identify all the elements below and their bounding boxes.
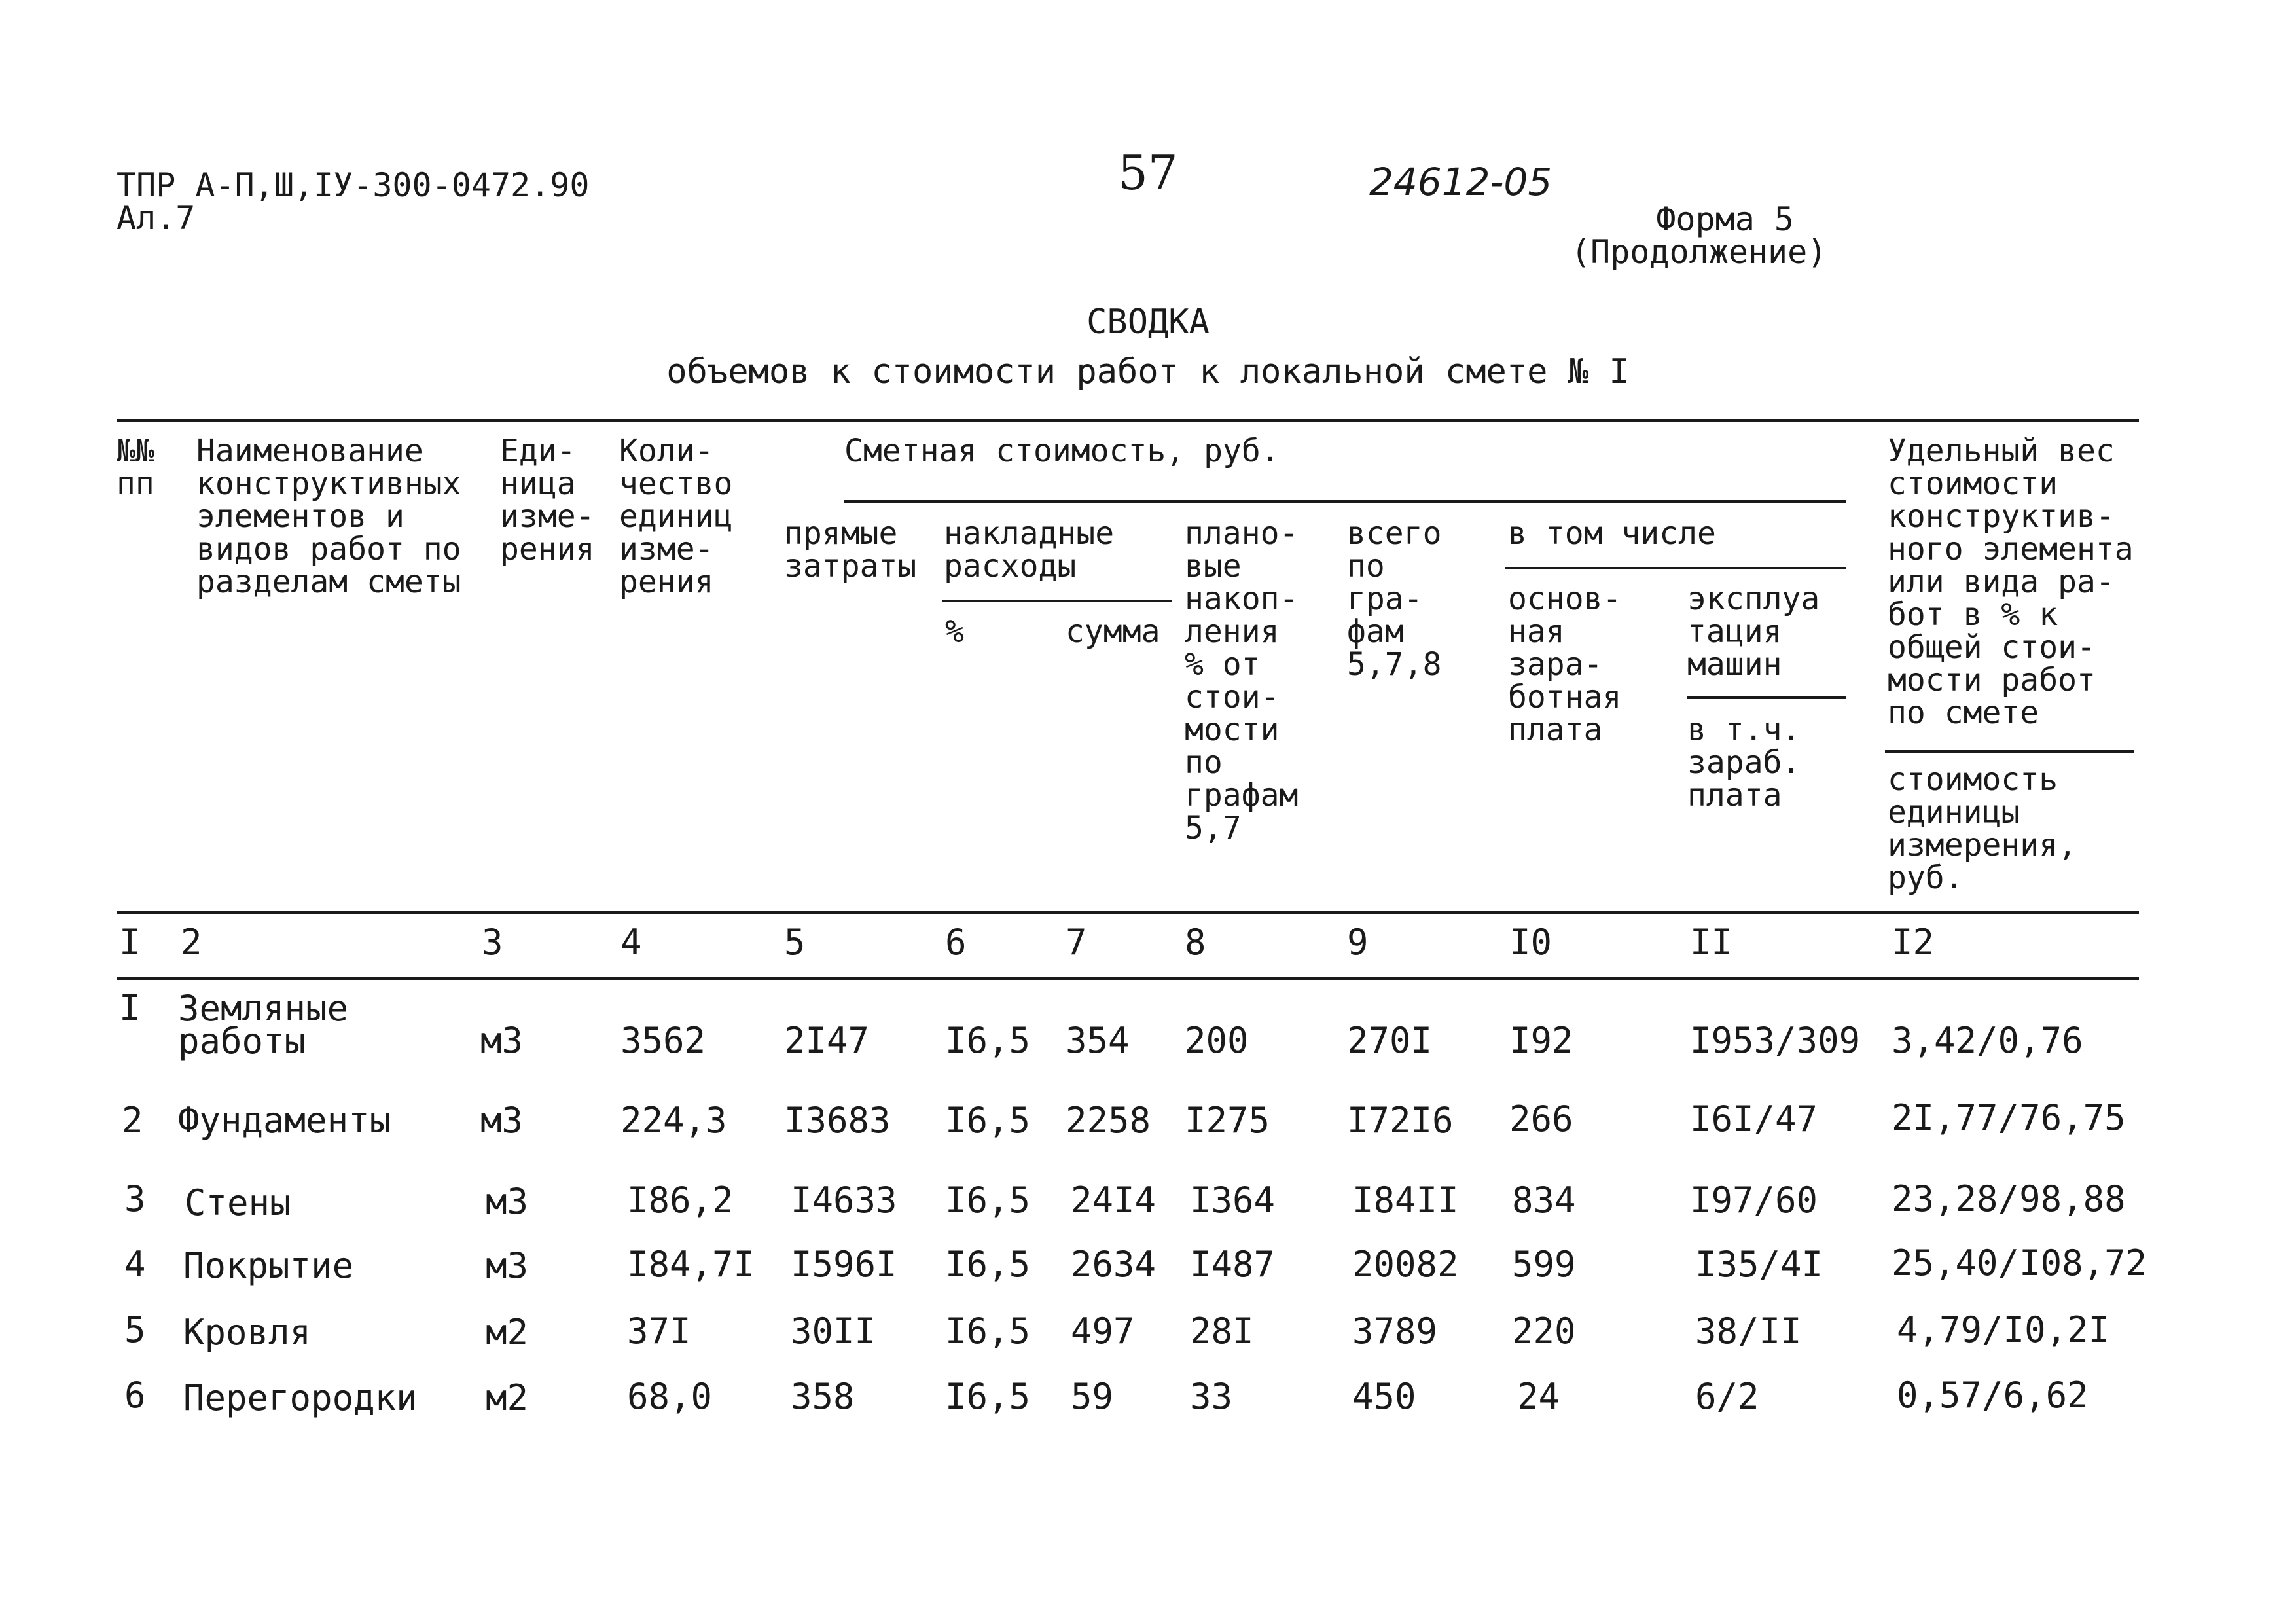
- row-quantity: 68,0: [627, 1376, 713, 1417]
- document-subtitle: объемов к стоимости работ к локальной смете № I: [666, 352, 1630, 391]
- column-number: 8: [1185, 922, 1206, 963]
- row-machine-operation: I35/4I: [1695, 1244, 1823, 1285]
- row-planned-savings: I275: [1185, 1100, 1270, 1141]
- inventory-number: 24612-05: [1369, 160, 1552, 204]
- row-direct-costs: I596I: [791, 1244, 897, 1285]
- row-base-wages: 599: [1512, 1244, 1576, 1285]
- column-number: 2: [181, 922, 202, 963]
- row-base-wages: 220: [1512, 1310, 1576, 1352]
- row-overhead-percent: I6,5: [945, 1244, 1031, 1285]
- form-note: (Продолжение): [1571, 233, 1827, 271]
- form-label-block: [1571, 200, 1827, 271]
- machines-rule: [1687, 696, 1846, 699]
- row-number: 5: [124, 1309, 146, 1350]
- row-machine-operation: 38/II: [1695, 1310, 1802, 1352]
- row-machine-operation: I97/60: [1690, 1180, 1818, 1221]
- row-total: 3789: [1352, 1310, 1438, 1352]
- row-overhead-percent: I6,5: [945, 1020, 1031, 1061]
- row-quantity: 3562: [620, 1020, 706, 1061]
- overhead-rule: [942, 600, 1172, 602]
- row-unit: м2: [486, 1377, 529, 1418]
- row-base-wages: 266: [1509, 1098, 1573, 1140]
- row-unit: м3: [480, 1020, 524, 1061]
- column-number: 5: [784, 922, 806, 963]
- header-planned-savings: плано- вые накоп- ления % от стои- мости по графам 5,7: [1185, 515, 1299, 846]
- header-machine-wages: в т.ч. зараб. плата: [1687, 712, 1801, 814]
- row-direct-costs: I4633: [791, 1180, 897, 1221]
- row-quantity: 37I: [627, 1310, 691, 1352]
- row-number: 6: [124, 1375, 146, 1416]
- column-number: I0: [1509, 922, 1552, 963]
- row-quantity: I84,7I: [627, 1244, 755, 1285]
- header-overhead: накладные расходы: [944, 515, 1115, 585]
- row-machine-operation: 6/2: [1695, 1376, 1759, 1417]
- share-rule: [1885, 750, 2134, 753]
- header-including: в том числе: [1508, 515, 1716, 552]
- row-planned-savings: 200: [1185, 1020, 1249, 1061]
- header-base-wages: основ- ная зара- ботная плата: [1508, 581, 1622, 748]
- row-direct-costs: 30II: [791, 1310, 876, 1352]
- header-no: №№ пп: [117, 433, 154, 502]
- row-planned-savings: I364: [1190, 1180, 1276, 1221]
- header-cost-group: Сметная стоимость, руб.: [844, 433, 1280, 469]
- row-overhead-sum: 354: [1066, 1020, 1130, 1061]
- row-name: Перегородки: [183, 1377, 418, 1418]
- header-overhead-sum: сумма: [1066, 613, 1160, 650]
- row-name: Кровля: [183, 1312, 312, 1353]
- row-overhead-percent: I6,5: [945, 1376, 1031, 1417]
- row-specific-weight: 3,42/0,76: [1892, 1020, 2083, 1061]
- header-bottom-rule: [117, 911, 2139, 914]
- row-overhead-sum: 59: [1071, 1376, 1114, 1417]
- row-number: 4: [124, 1244, 146, 1285]
- column-number: 6: [945, 922, 967, 963]
- column-number: I: [119, 922, 141, 963]
- cost-group-rule: [844, 500, 1846, 503]
- row-name: Стены: [185, 1182, 291, 1223]
- row-specific-weight: 0,57/6,62: [1897, 1375, 2089, 1416]
- header-machine-operation: эксплуа тация машин: [1687, 581, 1820, 683]
- row-quantity: I86,2: [627, 1180, 734, 1221]
- table-top-rule: [117, 419, 2139, 422]
- column-numbers-rule: [117, 977, 2139, 980]
- row-number: I: [119, 987, 141, 1028]
- header-specific-weight: Удельный вес стоимости конструктив- ного элемента или вида ра- бот в % к общей стои- мости работ по смете: [1888, 433, 2134, 731]
- page-number: 57: [1118, 145, 1178, 200]
- form-label: Форма 5: [1656, 200, 1795, 238]
- row-planned-savings: I487: [1190, 1244, 1276, 1285]
- row-unit: м3: [486, 1181, 529, 1222]
- row-direct-costs: 2I47: [784, 1020, 870, 1061]
- row-quantity: 224,3: [620, 1100, 727, 1141]
- row-unit: м3: [486, 1245, 529, 1286]
- row-name: Фундаменты: [178, 1100, 391, 1141]
- album-number: Ал.7: [117, 199, 196, 237]
- row-direct-costs: 358: [791, 1376, 855, 1417]
- row-planned-savings: 28I: [1190, 1310, 1254, 1352]
- row-specific-weight: 23,28/98,88: [1892, 1178, 2126, 1219]
- header-direct-costs: прямые затраты: [784, 515, 917, 585]
- row-base-wages: 24: [1517, 1376, 1560, 1417]
- header-total: всего по гра- фам 5,7,8: [1347, 515, 1442, 683]
- row-base-wages: 834: [1512, 1180, 1576, 1221]
- header-unit-cost: стоимость единицы измерения, руб.: [1888, 761, 2077, 896]
- row-overhead-percent: I6,5: [945, 1180, 1031, 1221]
- row-overhead-percent: I6,5: [945, 1100, 1031, 1141]
- row-total: 270I: [1347, 1020, 1433, 1061]
- row-total: 450: [1352, 1376, 1416, 1417]
- incl-rule: [1505, 567, 1846, 569]
- document-title: СВОДКА: [1086, 302, 1210, 342]
- column-number: 4: [620, 922, 642, 963]
- header-quantity: Коли- чество единиц изме- рения: [619, 433, 733, 600]
- row-specific-weight: 4,79/I0,2I: [1897, 1309, 2110, 1350]
- row-total: 20082: [1352, 1244, 1459, 1285]
- row-number: 2: [122, 1100, 143, 1141]
- row-total: I84II: [1352, 1180, 1459, 1221]
- row-number: 3: [124, 1178, 146, 1219]
- header-overhead-percent: %: [945, 613, 964, 650]
- doc-code: ТПР А-П,Ш,IУ-300-0472.90: [117, 166, 590, 204]
- column-number: I2: [1892, 922, 1935, 963]
- row-planned-savings: 33: [1190, 1376, 1233, 1417]
- row-unit: м3: [480, 1100, 524, 1141]
- row-specific-weight: 25,40/I08,72: [1892, 1242, 2147, 1284]
- column-number: II: [1690, 922, 1733, 963]
- row-machine-operation: I6I/47: [1690, 1098, 1818, 1140]
- header-unit: Еди- ница изме- рения: [500, 433, 595, 568]
- row-name: Покрытие: [183, 1245, 354, 1286]
- row-specific-weight: 2I,77/76,75: [1892, 1097, 2126, 1138]
- row-name: Земляные работы: [178, 988, 349, 1062]
- row-total: I72I6: [1347, 1100, 1454, 1141]
- row-overhead-sum: 24I4: [1071, 1180, 1157, 1221]
- header-name: Наименование конструктивных элементов и видов работ по разделам сметы: [196, 433, 461, 600]
- row-overhead-sum: 497: [1071, 1310, 1135, 1352]
- column-number: 9: [1347, 922, 1369, 963]
- row-base-wages: I92: [1509, 1020, 1573, 1061]
- row-direct-costs: I3683: [784, 1100, 891, 1141]
- column-number: 3: [482, 922, 503, 963]
- row-overhead-percent: I6,5: [945, 1310, 1031, 1352]
- column-number: 7: [1066, 922, 1087, 963]
- row-overhead-sum: 2258: [1066, 1100, 1151, 1141]
- row-unit: м2: [486, 1312, 529, 1353]
- row-overhead-sum: 2634: [1071, 1244, 1157, 1285]
- row-machine-operation: I953/309: [1690, 1020, 1861, 1061]
